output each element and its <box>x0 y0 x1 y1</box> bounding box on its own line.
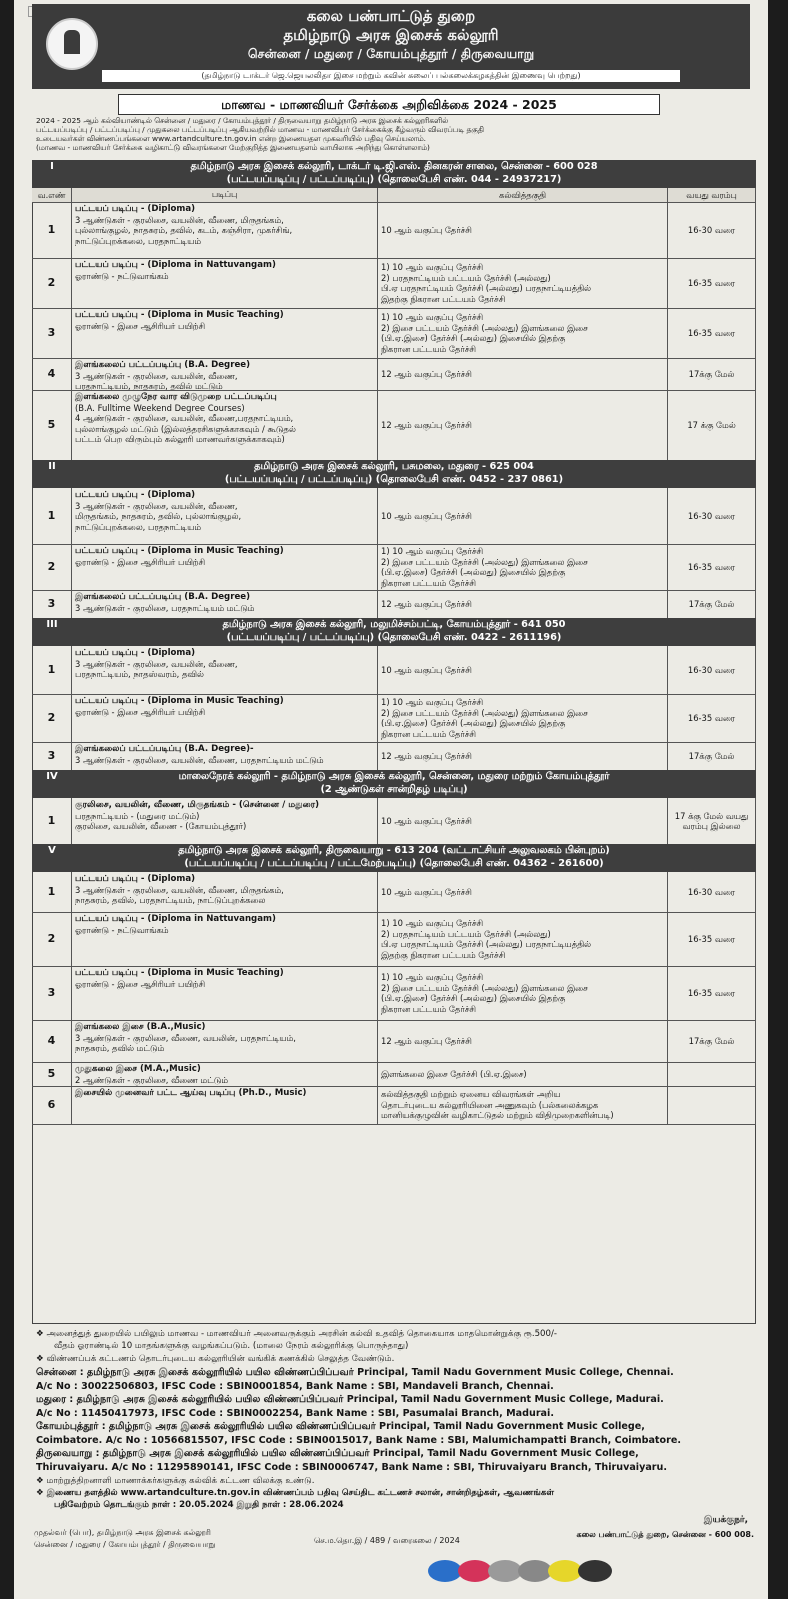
course-detail: ஓராண்டு - நட்டுவாங்கம் <box>75 924 169 935</box>
section-title: மாலைநேரக் கல்லூரி - தமிழ்நாடு அரசு இசைக் கல்லூரி, சென்னை, மதுரை மற்றும் கோயம்புத்தூர் <box>178 771 610 782</box>
qualification-line: 12 ஆம் வகுப்பு தேர்ச்சி <box>381 1035 472 1046</box>
course-detail: 4 ஆண்டுகள் - குரலிசை, வயலின், வீணை,பரதநாட்டியம், <box>75 413 294 423</box>
course-detail: ஓராண்டு - இசை ஆசிரியர் பயிற்சி <box>75 978 206 989</box>
section-number: I <box>50 161 54 172</box>
course-detail: ஓராண்டு - இசை ஆசிரியர் பயிற்சி <box>75 556 206 567</box>
qualification-cell <box>378 872 668 912</box>
notice-header <box>32 4 750 89</box>
section-header <box>32 770 756 798</box>
course-cell <box>72 590 378 618</box>
row-number: 1 <box>32 646 72 694</box>
age-limit: 16-30 வரை <box>668 646 756 694</box>
row-number: 5 <box>32 1062 72 1086</box>
age-limit: 16-35 வரை <box>668 308 756 358</box>
fee-note: ❖ விண்ணப்பக் கட்டணம் தொடர்புடைய கல்லூரியின் வங்கிக் கணக்கில் செலுத்த வேண்டும். <box>36 1354 395 1364</box>
section-number: V <box>48 845 56 856</box>
course-title: இளங்கலைப் பட்டப்படிப்பு (B.A. Degree) <box>75 360 251 370</box>
age-limit <box>668 1086 756 1124</box>
course-detail: நாட்டுப்புறக்கலை, பரதநாட்டியம் <box>75 521 201 532</box>
age-limit: 16-35 வரை <box>668 912 756 966</box>
section-title: தமிழ்நாடு அரசு இசைக் கல்லூரி, திருவையாறு - 613 204 (வட்டாட்சியர் அலுவலகம் பின்புறம்) <box>178 845 610 856</box>
section-title: தமிழ்நாடு அரசு இசைக் கல்லூரி, டாக்டர் டி.ஜி.எஸ். தினகரன் சாலை, சென்னை - 600 028 <box>190 161 598 172</box>
table-row <box>32 694 756 743</box>
print-color-dot <box>428 1560 462 1582</box>
qualification-line: இதற்கு நிகரான பட்டயம் தேர்ச்சி <box>381 949 506 960</box>
table-row <box>32 358 756 391</box>
qualification-cell <box>378 694 668 742</box>
course-cell <box>72 258 378 308</box>
qualification-cell <box>378 912 668 966</box>
row-number: 4 <box>32 1020 72 1062</box>
principal-signature: முதல்வர் (பொ), தமிழ்நாடு அரசு இசைக் கல்லூரி <box>34 1528 211 1537</box>
qualification-cell <box>378 202 668 258</box>
course-cell <box>72 742 378 770</box>
course-cell <box>72 390 378 460</box>
qualification-line: 10 ஆம் வகுப்பு தேர்ச்சி <box>381 510 472 521</box>
qualification-cell <box>378 488 668 544</box>
qualification-line: 1) 10 ஆம் வகுப்பு தேர்ச்சி <box>381 546 484 556</box>
course-title: இளங்கலைப் பட்டப்படிப்பு (B.A. Degree)- <box>75 744 254 754</box>
course-detail: ஓராண்டு - நட்டுவாங்கம் <box>75 270 169 281</box>
college-name: தமிழ்நாடு அரசு இசைக் கல்லூரி <box>283 26 499 44</box>
age-limit: 17க்கு மேல் <box>668 590 756 618</box>
course-title: இளங்கலை இசை (B.A.,Music) <box>75 1022 206 1032</box>
course-title: பட்டயப் படிப்பு - (Diploma in Music Teaching) <box>75 696 284 706</box>
row-number: 3 <box>32 308 72 358</box>
course-title: பட்டயப் படிப்பு - (Diploma in Music Teaching) <box>75 310 284 320</box>
qualification-line: தொடர்புடைய கல்லூரியினை அணுகவும் (பல்கலைக்கழக <box>381 1099 599 1110</box>
course-title: இசையில் முனைவர் பட்ட ஆய்வு படிப்பு (Ph.D., Music) <box>75 1088 307 1098</box>
print-color-dot <box>518 1560 552 1582</box>
section-header <box>32 618 756 646</box>
course-detail: 3 ஆண்டுகள் - குரலிசை, வயலின், வீணை, <box>75 500 238 511</box>
course-title: இளங்கலை முழுநேர வார விடுமுறை பட்டப்படிப்பு <box>75 392 277 402</box>
print-color-dot <box>548 1560 582 1582</box>
course-cell <box>72 358 378 390</box>
print-color-dot <box>578 1560 612 1582</box>
course-detail: 3 ஆண்டுகள் - குரலிசை, வயலின், வீணை, மிருதங்கம், <box>75 214 284 225</box>
qualification-line: 1) 10 ஆம் வகுப்பு தேர்ச்சி <box>381 918 484 928</box>
course-detail: நாதசுரம், தவில் மட்டும் <box>75 1043 165 1053</box>
section-subtitle: (பட்டயப்படிப்பு / பட்டப்படிப்பு) (தொலைபேசி எண். 044 - 24937217) <box>226 174 562 185</box>
qualification-line: நிகரான பட்டயம் தேர்ச்சி <box>381 1003 476 1014</box>
column-header-row <box>32 188 756 203</box>
course-detail: ஓராண்டு - இசை ஆசிரியர் பயிற்சி <box>75 320 206 331</box>
table-row <box>32 872 756 913</box>
table-row <box>32 1020 756 1063</box>
intro-line: (மாணவ - மாணவியர் சேர்க்கை வழிகாட்டு விவரங்களை மேற்குறித்த இணையதளம் வாயிலாக அறிந்து கொள்ளலாம்) <box>36 143 430 152</box>
age-limit: 17க்கு மேல் <box>668 742 756 770</box>
qualification-line: நிகரான பட்டயம் தேர்ச்சி <box>381 343 476 354</box>
qualification-line: 2) இசை பட்டயம் தேர்ச்சி (அல்லது) இளங்கலை இசை <box>381 322 588 333</box>
qualification-line: (பி.ஏ.இசை) தேர்ச்சி (அல்லது) இசையில் இதற்கு <box>381 333 566 343</box>
course-detail: பரதநாட்டியம் - (மதுரை மட்டும்) <box>75 810 200 821</box>
qualification-line: 2) இசை பட்டயம் தேர்ச்சி (அல்லது) இளங்கலை இசை <box>381 982 588 993</box>
qualification-line: மானியக்குழுவின் வழிகாட்டுதல் மற்றும் விதிமுறைகளின்படி) <box>381 1110 614 1121</box>
section-number: IV <box>46 771 58 782</box>
college-cities: சென்னை / மதுரை / கோயம்புத்தூர் / திருவையாறு <box>247 46 535 61</box>
qualification-line: 2) பரதநாட்டியம் பட்டயம் தேர்ச்சி (அல்லது) <box>381 272 551 283</box>
section-header <box>32 844 756 872</box>
section-subtitle: (பட்டயப்படிப்பு / பட்டப்படிப்பு) (தொலைபேசி எண். 0452 - 237 0861) <box>224 474 564 485</box>
age-limit: 16-30 வரை <box>668 488 756 544</box>
row-number: 2 <box>32 544 72 590</box>
col-header-qual: கல்வித்தகுதி <box>378 188 668 202</box>
course-title: பட்டயப் படிப்பு - (Diploma in Music Teaching) <box>75 968 284 978</box>
intro-line: 2024 - 2025 ஆம் கல்வியாண்டில் சென்னை / மதுரை / கோயம்புத்தூர் / திருவையாறு தமிழ்நாடு அரசு இசைக் கல்லூரிகளில் <box>36 116 449 125</box>
table-row <box>32 258 756 309</box>
table-row <box>32 1086 756 1125</box>
notice-title: மாணவ - மாணவியர் சேர்க்கை அறிவிக்கை 2024 - 2025 <box>118 94 660 115</box>
table-row <box>32 1062 756 1087</box>
reference-number: செ.ம.தொ.இ / 489 / வரைகலை / 2024 <box>314 1536 460 1545</box>
course-title: பட்டயப் படிப்பு - (Diploma in Nattuvangam) <box>75 914 276 924</box>
table-row <box>32 202 756 259</box>
course-detail: பட்டம் பெற விரும்பும் கல்லூரி மாணவர்களுக்காகவும்) <box>75 434 285 444</box>
course-detail: 3 ஆண்டுகள் - குரலிசை, வயலின், வீணை, மிருதங்கம், <box>75 884 284 895</box>
course-detail: குரலிசை, வயலின், வீணை - (கோயம்புத்தூர்) <box>75 821 247 831</box>
course-title: பட்டயப் படிப்பு - (Diploma in Nattuvangam) <box>75 260 276 270</box>
qualification-cell <box>378 544 668 590</box>
age-limit: 16-30 வரை <box>668 202 756 258</box>
age-limit: 17க்கு மேல் <box>668 358 756 390</box>
section-header <box>32 460 756 488</box>
row-number: 2 <box>32 912 72 966</box>
table-row <box>32 912 756 967</box>
course-detail: 3 ஆண்டுகள் - குரலிசை, வீணை, வயலின், பரதநாட்டியம், <box>75 1032 296 1043</box>
course-detail: நாதசுரம், தவில், பரதநாட்டியம், நாட்டுப்புறக்கலை <box>75 895 266 905</box>
qualification-line: இதற்கு நிகரான பட்டயம் தேர்ச்சி <box>381 293 506 304</box>
course-detail: புல்லாங்குழல், நாதசுரம், தவில், கடம், கஞ்சிரா, முகர்சிங், <box>75 225 293 235</box>
qualification-line: 1) 10 ஆம் வகுப்பு தேர்ச்சி <box>381 972 484 982</box>
course-detail: 3 ஆண்டுகள் - குரலிசை, வயலின், வீணை, பரதநாட்டியம் மட்டும் <box>75 754 324 765</box>
qualification-line: நிகரான பட்டயம் தேர்ச்சி <box>381 577 476 588</box>
row-number: 4 <box>32 358 72 390</box>
qualification-cell <box>378 742 668 770</box>
qualification-line: 2) இசை பட்டயம் தேர்ச்சி (அல்லது) இளங்கலை இசை <box>381 556 588 567</box>
course-detail: நாட்டுப்புறக்கலை, பரதநாட்டியம் <box>75 235 201 246</box>
qualification-line: 10 ஆம் வகுப்பு தேர்ச்சி <box>381 664 472 675</box>
course-cell <box>72 798 378 844</box>
qualification-cell <box>378 646 668 694</box>
disability-note: ❖ மாற்றுத்திறனாளி மாணாக்கர்களுக்கு கல்விக் கட்டண விலக்கு உண்டு. <box>36 1476 315 1486</box>
qualification-line: 10 ஆம் வகுப்பு தேர்ச்சி <box>381 815 472 826</box>
age-limit: 17 க்கு மேல் வயது வரம்பு இல்லை <box>668 798 756 844</box>
qualification-line: 10 ஆம் வகுப்பு தேர்ச்சி <box>381 886 472 897</box>
col-header-course: படிப்பு <box>72 188 378 202</box>
course-detail: 2 ஆண்டுகள் - குரலிசை, வீணை மட்டும் <box>75 1074 228 1085</box>
course-detail: (B.A. Fulltime Weekend Degree Courses) <box>75 402 245 413</box>
table-row <box>32 488 756 545</box>
qualification-cell <box>378 1020 668 1062</box>
course-cell <box>72 488 378 544</box>
qualification-line: (பி.ஏ.இசை) தேர்ச்சி (அல்லது) இசையில் இதற்கு <box>381 718 566 728</box>
course-title: பட்டயப் படிப்பு - (Diploma) <box>75 874 196 884</box>
newspaper-notice <box>14 0 768 1599</box>
intro-line: உடையவர்கள் விண்ணப்பங்களை www.artandculture.tn.gov.in என்ற இணையதள முகவரியில் பதிவு செய்யலாம். <box>36 134 426 143</box>
section-title: தமிழ்நாடு அரசு இசைக் கல்லூரி, பசுமலை, மதுரை - 625 004 <box>254 461 534 472</box>
course-title: பட்டயப் படிப்பு - (Diploma) <box>75 648 196 658</box>
section-subtitle: (2 ஆண்டுகள் சான்றிதழ் படிப்பு) <box>320 784 468 795</box>
col-header-age: வயது வரம்பு <box>668 188 756 202</box>
department-name: கலை பண்பாட்டுத் துறை <box>306 7 476 25</box>
qualification-line: 2) இசை பட்டயம் தேர்ச்சி (அல்லது) இளங்கலை இசை <box>381 707 588 718</box>
table-row <box>32 590 756 619</box>
qualification-line: (பி.ஏ.இசை) தேர்ச்சி (அல்லது) இசையில் இதற்கு <box>381 993 566 1003</box>
qualification-cell <box>378 798 668 844</box>
qualification-line: பி.ஏ பரதநாட்டியம் தேர்ச்சி (அல்லது) பரதநாட்டியத்தில் <box>381 283 592 293</box>
course-detail: 3 ஆண்டுகள் - குரலிசை, வயலின், வீணை, <box>75 370 238 381</box>
table-row <box>32 742 756 771</box>
course-detail: பரதநாட்டியம், நாதஸ்வரம், தவில் <box>75 669 204 679</box>
print-color-dot <box>458 1560 492 1582</box>
table-row <box>32 390 756 461</box>
course-title: பட்டயப் படிப்பு - (Diploma in Music Teaching) <box>75 546 284 556</box>
row-number: 3 <box>32 742 72 770</box>
course-title: பட்டயப் படிப்பு - (Diploma) <box>75 490 196 500</box>
scholarship-note-cont: வீதம் ஓராண்டில் 10 மாதங்களுக்கு வழங்கப்படும். (மாலை நேரம் கல்லூரிக்கு பொருந்தாது) <box>54 1341 409 1351</box>
qualification-line: 1) 10 ஆம் வகுப்பு தேர்ச்சி <box>381 312 484 322</box>
section-header <box>32 160 756 188</box>
scholarship-note: ❖ அனைத்துத் துறையில் பயிலும் மாணவ - மாணவியர் அனைவருக்கும் அரசின் கல்வி உதவித் தொகையாக மாதமொன்றுக்கு ரூ.500/- <box>36 1329 557 1339</box>
row-number: 3 <box>32 966 72 1020</box>
qualification-line: (பி.ஏ.இசை) தேர்ச்சி (அல்லது) இசையில் இதற்கு <box>381 567 566 577</box>
age-limit: 17 க்கு மேல் <box>668 390 756 460</box>
course-detail: 3 ஆண்டுகள் - குரலிசை, பரதநாட்டியம் மட்டும் <box>75 602 255 613</box>
section-number: III <box>46 619 58 630</box>
bank-thiruvaiyaru: திருவையாறு : தமிழ்நாடு அரசு இசைக் கல்லூரியில் பயில விண்ணப்பிப்பவர் Principal, Tamil Nadu Government Music College, Thiruvaiyaru. A/c No : 11295890141, IFSC Code : SBIN0006747, Bank Name : SBI, Thiruvaiyaru Branch, Thiruvaiyaru. <box>36 1448 668 1473</box>
course-detail: புல்லாங்குழல் மட்டும் (இல்லத்தரசிகளுக்காகவும் / கூடுதல் <box>75 423 296 434</box>
row-number: 2 <box>32 694 72 742</box>
course-title: இளங்கலைப் பட்டப்படிப்பு (B.A. Degree) <box>75 592 251 602</box>
qualification-line: 10 ஆம் வகுப்பு தேர்ச்சி <box>381 224 472 235</box>
table-row <box>32 646 756 695</box>
director-title: இயக்குநர், <box>703 1515 748 1525</box>
qualification-line: கல்வித்தகுதி மற்றும் ஏனைய விவரங்கள் அறிய <box>381 1089 561 1100</box>
course-cell <box>72 872 378 912</box>
age-limit <box>668 1062 756 1086</box>
table-row <box>32 966 756 1021</box>
course-cell <box>72 308 378 358</box>
table-row <box>32 308 756 359</box>
qualification-cell <box>378 258 668 308</box>
course-detail: ஓராண்டு - இசை ஆசிரியர் பயிற்சி <box>75 706 206 717</box>
section-number: II <box>48 461 56 472</box>
director-address: கலை பண்பாட்டுத் துறை, சென்னை - 600 008. <box>576 1530 754 1539</box>
age-limit: 16-35 வரை <box>668 258 756 308</box>
bank-coimbatore: கோயம்புத்தூர் : தமிழ்நாடு அரசு இசைக் கல்லூரியில் பயில விண்ணப்பிப்பவர் Principal, Tamil Nadu Government Music College, Coimbatore. A/c No : 10566815507, IFSC Code : SBIN0015017, Bank Name : SBI, Malumichampatti Branch, Coimbatore. <box>36 1421 681 1446</box>
row-number: 1 <box>32 488 72 544</box>
course-cell <box>72 1020 378 1062</box>
course-title: குரலிசை, வயலின், வீணை, மிருதங்கம் - (சென்னை / மதுரை) <box>75 800 320 810</box>
qualification-line: நிகரான பட்டயம் தேர்ச்சி <box>381 728 476 739</box>
course-cell <box>72 1086 378 1124</box>
age-limit: 16-35 வரை <box>668 966 756 1020</box>
age-limit: 16-35 வரை <box>668 544 756 590</box>
qualification-cell <box>378 390 668 460</box>
dates-note: பதிவேற்றம் தொடங்கும் நாள் : 20.05.2024 இறுதி நாள் : 28.06.2024 <box>54 1500 344 1510</box>
table-row <box>32 798 756 845</box>
qualification-line: 12 ஆம் வகுப்பு தேர்ச்சி <box>381 598 472 609</box>
qualification-cell <box>378 590 668 618</box>
age-limit: 17க்கு மேல் <box>668 1020 756 1062</box>
col-header-no: வ.எண் <box>32 188 72 202</box>
bank-chennai: சென்னை : தமிழ்நாடு அரசு இசைக் கல்லூரியில் பயில விண்ணப்பிப்பவர் Principal, Tamil Nadu Government Music College, Chennai. A/c No : 30022506803, IFSC Code : SBIN0001854, Bank Name : SBI, Mandaveli Branch, Chennai. <box>36 1367 674 1392</box>
intro-line: பட்டயப்படிப்பு / பட்டப்படிப்பு / முதுகலை பட்டப்படிப்பு ஆகியவற்றில் மாணவ - மாணவியர் சேர்க்கைக்கு கீழ்வரும் விவரப்படி தகுதி <box>36 125 484 134</box>
row-number: 1 <box>32 798 72 844</box>
course-title: பட்டயப் படிப்பு - (Diploma) <box>75 204 196 214</box>
qualification-line: 12 ஆம் வகுப்பு தேர்ச்சி <box>381 368 472 379</box>
course-title: முதுகலை இசை (M.A.,Music) <box>75 1064 201 1074</box>
course-cell <box>72 646 378 694</box>
age-limit: 16-35 வரை <box>668 694 756 742</box>
affiliation: (தமிழ்நாடு டாக்டர் ஜெ.ஜெயலலிதா இசை மற்றும் கவின் கலைப் பல்கலைக்கழகத்தின் இணைவு பெற்றது) <box>102 70 680 82</box>
principal-colleges: சென்னை / மதுரை / கோயம்புத்தூர் / திருவையாறு <box>34 1540 216 1549</box>
course-cell <box>72 966 378 1020</box>
qualification-cell <box>378 1086 668 1124</box>
table-row <box>32 544 756 591</box>
row-number: 2 <box>32 258 72 308</box>
row-number: 1 <box>32 872 72 912</box>
course-cell <box>72 1062 378 1086</box>
qualification-line: 2) பரதநாட்டியம் பட்டயம் தேர்ச்சி (அல்லது) <box>381 928 551 939</box>
qualification-cell <box>378 358 668 390</box>
course-cell <box>72 912 378 966</box>
qualification-line: 12 ஆம் வகுப்பு தேர்ச்சி <box>381 750 472 761</box>
qualification-cell <box>378 966 668 1020</box>
print-color-dot <box>488 1560 522 1582</box>
course-detail: பரதநாட்டியம், நாதசுரம், தவில் மட்டும் <box>75 381 223 390</box>
course-cell <box>72 544 378 590</box>
government-emblem-icon <box>46 18 98 70</box>
row-number: 6 <box>32 1086 72 1124</box>
qualification-line: இளங்கலை இசை தேர்ச்சி (பி.ஏ.இசை) <box>381 1068 527 1079</box>
section-subtitle: (பட்டயப்படிப்பு / பட்டப்படிப்பு / பட்டமேற்படிப்பு) (தொலைபேசி எண். 04362 - 261600) <box>184 858 604 869</box>
course-cell <box>72 202 378 258</box>
website-note: ❖ இணைய தளத்தில் www.artandculture.tn.gov.in விண்ணப்பம் பதிவு செய்திட கட்டணச் சலான், சான்றிதழ்கள், ஆவணங்கள் <box>36 1488 555 1498</box>
section-title: தமிழ்நாடு அரசு இசைக் கல்லூரி, மலுமிச்சம்பட்டி, கோயம்புத்தூர் - 641 050 <box>222 619 566 630</box>
qualification-line: 12 ஆம் வகுப்பு தேர்ச்சி <box>381 419 472 430</box>
row-number: 1 <box>32 202 72 258</box>
course-detail: மிருதங்கம், நாதசுரம், தவில், புல்லாங்குழல், <box>75 511 242 521</box>
row-number: 3 <box>32 590 72 618</box>
section-subtitle: (பட்டயப்படிப்பு / பட்டப்படிப்பு) (தொலைபேசி எண். 0422 - 2611196) <box>226 632 562 643</box>
row-number: 5 <box>32 390 72 460</box>
age-limit: 16-30 வரை <box>668 872 756 912</box>
course-detail: 3 ஆண்டுகள் - குரலிசை, வயலின், வீணை, <box>75 658 238 669</box>
qualification-line: பி.ஏ பரதநாட்டியம் தேர்ச்சி (அல்லது) பரதநாட்டியத்தில் <box>381 939 592 949</box>
qualification-cell <box>378 308 668 358</box>
bank-madurai: மதுரை : தமிழ்நாடு அரசு இசைக் கல்லூரியில் பயில விண்ணப்பிப்பவர் Principal, Tamil Nadu Government Music College, Madurai. A/c No : 11450417973, IFSC Code : SBIN0002254, Bank Name : SBI, Pasumalai Branch, Madurai. <box>36 1394 664 1419</box>
course-cell <box>72 694 378 742</box>
qualification-cell <box>378 1062 668 1086</box>
qualification-line: 1) 10 ஆம் வகுப்பு தேர்ச்சி <box>381 262 484 272</box>
qualification-line: 1) 10 ஆம் வகுப்பு தேர்ச்சி <box>381 697 484 707</box>
